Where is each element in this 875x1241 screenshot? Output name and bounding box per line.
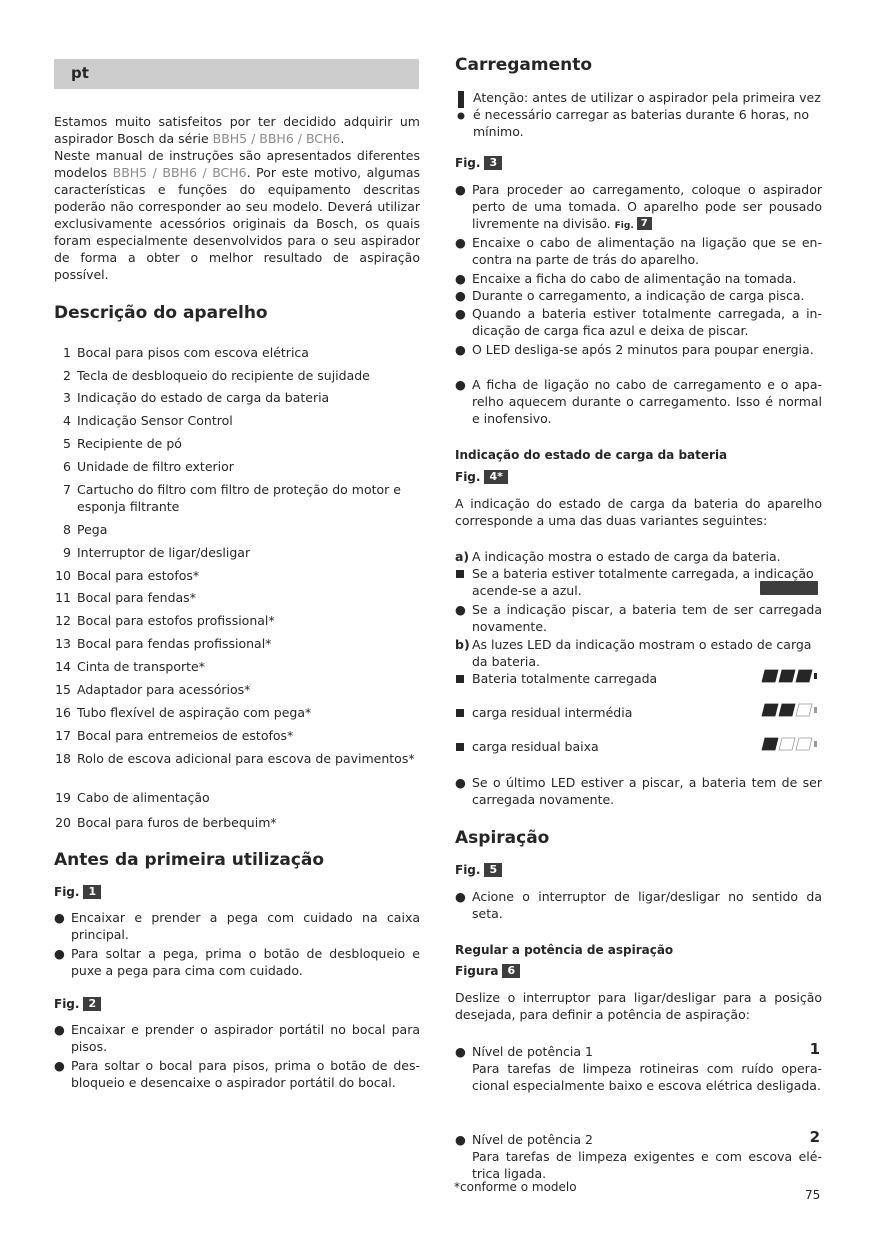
battery-segment-empty <box>796 738 812 750</box>
power-level-2-number: 2 <box>809 1128 820 1146</box>
list-item: Bateria totalmente carregada <box>455 670 822 687</box>
battery-intro: A indicação do estado de carga da bateria do aparelho corresponde a uma das duas variantes seguintes: <box>455 496 822 528</box>
power-level-1-number: 1 <box>809 1040 820 1058</box>
battery-segment-filled <box>796 670 812 682</box>
bullet-icon: ● <box>455 889 466 904</box>
power-level-1: ● Nível de potência 1 Para tarefas de limpeza rotineiras com ruído operacional especialmente baixo e escova elétrica desligada. <box>455 1044 822 1093</box>
list-item: ● Se a indicação piscar, a bateria tem de ser carregada novamente. <box>455 602 822 634</box>
language-code: pt <box>71 64 89 82</box>
bullet-icon: ● <box>455 288 466 303</box>
figure-ref-3: Fig. 3 <box>455 155 822 172</box>
variant-b: b) As luzes LED da indicação mostram o estado de carga da bateria. <box>455 637 812 669</box>
battery-low-icon <box>760 737 818 751</box>
battery-segment-filled <box>762 738 778 750</box>
bullet-icon: ● <box>455 1132 466 1147</box>
figure-ref-2: Fig. 2 <box>54 996 420 1013</box>
bullet-icon: ● <box>455 182 466 197</box>
bullet-icon: ● <box>455 1044 466 1059</box>
list-item: ● O LED desliga-se após 2 minutos para poupar energia. <box>455 342 814 357</box>
charging-title: Carregamento <box>455 55 593 75</box>
bullet-icon: ● <box>455 271 466 286</box>
language-header-bar <box>54 59 419 89</box>
intro-paragraph <box>54 113 420 283</box>
battery-segment-filled <box>762 670 778 682</box>
bullet-icon: ● <box>54 1022 65 1037</box>
list-item: carga residual baixa <box>455 738 822 755</box>
warning-block <box>455 89 822 139</box>
page-number: 75 <box>805 1188 821 1202</box>
suction-power-title: Regular a potência de aspiração <box>455 943 674 957</box>
intro-models-2: BBH5 / BBH6 / BCH6 <box>112 165 247 180</box>
battery-tip <box>814 707 817 713</box>
battery-segment-filled <box>762 704 778 716</box>
battery-medium-icon <box>760 703 818 717</box>
bullet-icon: ● <box>455 602 466 617</box>
list-item: ● Para soltar a pega, prima o botão de desbloqueio e puxe a pega para cima com cuidado. <box>54 946 420 978</box>
warning-text: Atenção: antes de utilizar o aspirador pela primeira vez é necessário carregar as baterias durante 6 horas, no mínimo. <box>473 90 821 139</box>
intro-models-1: BBH5 / BBH6 / BCH6 <box>212 131 341 146</box>
variant-a: a) A indicação mostra o estado de carga da bateria. <box>455 549 781 564</box>
list-item: ● Acione o interruptor de ligar/desligar no sentido da seta. <box>455 889 822 921</box>
battery-segment-empty <box>779 738 795 750</box>
suction-title: Aspiração <box>455 828 550 848</box>
list-item: ● Para proceder ao carregamento, coloque o aspirador perto de uma tomada. O aparelho pode ser pousado livremente na divisão. Fig. 7 <box>455 182 822 231</box>
list-item: carga residual intermédia <box>455 704 822 721</box>
bullet-icon: ● <box>455 306 466 321</box>
figure-ref-6: Figura 6 <box>455 963 822 980</box>
intro-text-1: Estamos muito satisfeitos por ter decidido adquirir um aspirador Bosch da série <box>54 114 420 146</box>
battery-tip <box>814 673 817 679</box>
blue-indicator-bar <box>760 581 818 595</box>
bullet-icon: ● <box>54 946 65 961</box>
list-item: Se a bateria estiver totalmente carregada, a indicação acende-se a azul. <box>455 565 822 599</box>
list-item: ● Quando a bateria estiver totalmente carregada, a indicação de carga fica azul e deixa de piscar. <box>455 306 822 338</box>
bullet-icon: ● <box>455 235 466 250</box>
battery-title: Indicação do estado de carga da bateria <box>455 448 728 462</box>
footnote: *conforme o modelo <box>454 1180 577 1194</box>
bullet-icon: ● <box>455 377 466 392</box>
list-item: ● Encaixar e prender a pega com cuidado na caixa principal. <box>54 910 420 942</box>
figure-ref-1: Fig. 1 <box>54 884 420 901</box>
bullet-icon: ● <box>54 1058 65 1073</box>
list-item: ● Encaixe o cabo de alimentação na ligação que se encontra na parte de trás do aparelho. <box>455 235 822 267</box>
description-title: Descrição do aparelho <box>54 303 268 323</box>
battery-segment-empty <box>796 704 812 716</box>
square-bullet-icon <box>456 675 464 683</box>
battery-full-icon <box>760 669 818 683</box>
list-item: ● Encaixe a ficha do cabo de alimentação na tomada. <box>455 271 797 286</box>
list-item: ● A ficha de ligação no cabo de carregamento e o aparelho aquecem durante o carregamento. Isso é normal e inofensivo. <box>455 377 822 426</box>
intro-text-2: Neste manual de instruções são apresentados diferentes modelos <box>54 148 420 180</box>
bullet-icon: ● <box>455 342 466 357</box>
list-item: ● Encaixar e prender o aspirador portátil no bocal para pisos. <box>54 1022 420 1054</box>
figure-ref-5: Fig. 5 <box>455 862 822 879</box>
bullet-icon: ● <box>54 910 65 925</box>
battery-segment-filled <box>779 670 795 682</box>
battery-tip <box>814 741 817 747</box>
list-item: ● Durante o carregamento, a indicação de carga pisca. <box>455 288 805 303</box>
bullet-icon: ● <box>455 775 466 790</box>
square-bullet-icon <box>456 709 464 717</box>
figure-ref-4: Fig. 4* <box>455 469 822 486</box>
power-level-2: ● Nível de potência 2 Para tarefas de limpeza exigentes e com escova elétrica ligada. <box>455 1132 822 1181</box>
list-item: ● Para soltar o bocal para pisos, prima o botão de desbloqueio e desencaixe o aspirador portátil do bocal. <box>54 1058 420 1090</box>
square-bullet-icon <box>456 743 464 751</box>
warning-icon <box>455 89 467 121</box>
battery-segment-filled <box>779 704 795 716</box>
intro-text-1b: . <box>340 131 345 146</box>
first-use-title: Antes da primeira utilização <box>54 850 325 870</box>
square-bullet-icon <box>456 570 464 578</box>
intro-text-2b: . Por este motivo, algumas características e funções do equipamento descritas poderão não corresponder ao seu modelo. Deverá utilizar exclusivamente acessórios originais da Bosch, os quais foram especialmente desenvolvidos para o seu aspirador de forma a obter o melhor resultado de aspiração possível. <box>54 165 420 282</box>
suction-intro: Deslize o interruptor para ligar/desligar para a posição desejada, para definir a potência de aspiração: <box>455 990 822 1022</box>
list-item: ● Se o último LED estiver a piscar, a bateria tem de ser carregada novamente. <box>455 775 822 807</box>
figure-ref-7: Fig. 7 <box>615 221 652 231</box>
